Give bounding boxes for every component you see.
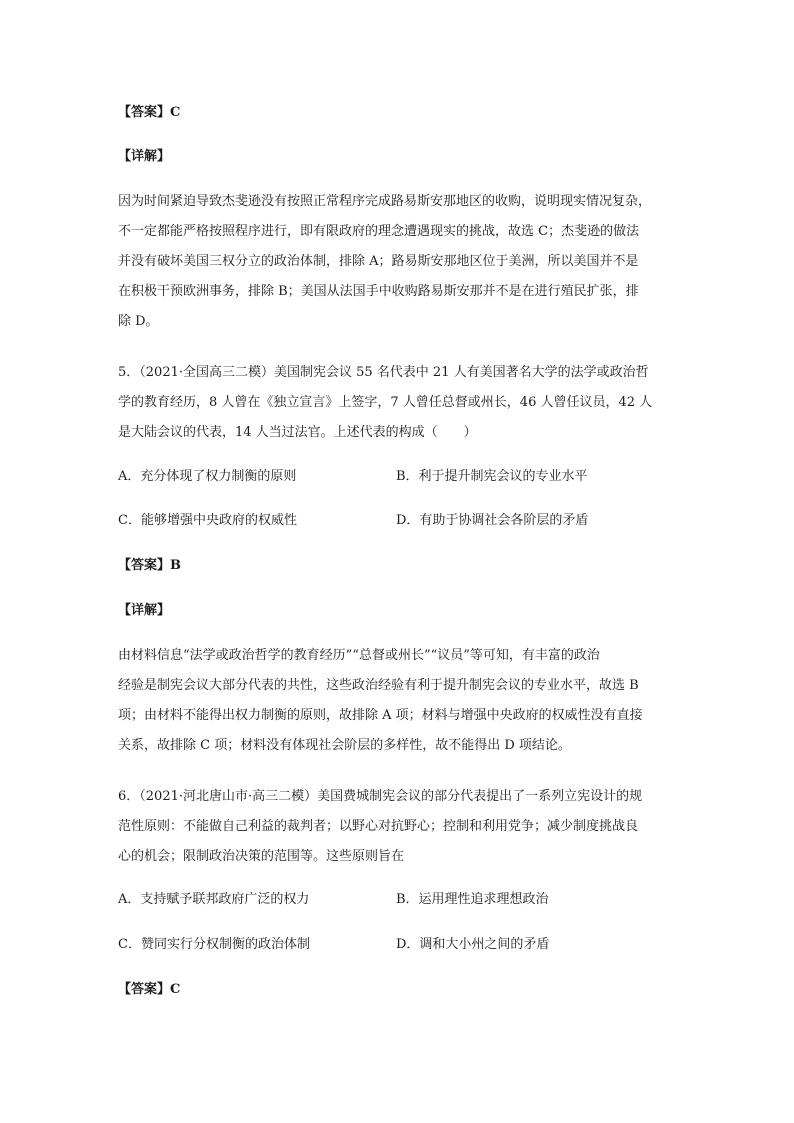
q6-stem-line: 心的机会；限制政治决策的范围等。这些原则旨在 [118,849,405,864]
q5-explanation [118,641,692,761]
q4-explain-line: 因为时间紧迫导致杰斐逊没有按照正常程序完成路易斯安那地区的收购，说明现实情况复杂， [118,194,652,209]
q6-answer: 【答案】C [118,982,181,997]
q5-option-a: A．充分体现了权力制衡的原则 [118,469,297,484]
q5-option-d: D．有助于协调社会各阶层的矛盾 [396,513,589,528]
q4-answer: 【答案】C [118,105,181,120]
q5-option-b: B．利于提升制宪会议的专业水平 [396,469,588,484]
q4-explain-line: 除 D。 [118,314,159,329]
q6-option-b: B．运用理性追求理想政治 [396,892,549,907]
q4-explain-line: 并没有破坏美国三权分立的政治体制，排除 A；路易斯安那地区位于美洲，所以美国并不是 [118,254,639,269]
q5-explain-line: 关系，故排除 C 项；材料没有体现社会阶层的多样性，故不能得出 D 项结论。 [118,738,571,753]
q4-explain-label: 【详解】 [118,149,171,164]
q6-stem-line: 范性原则：不能做自己利益的裁判者；以野心对抗野心；控制和利用党争；减少制度挑战良 [118,819,639,834]
q4-explain-line: 不一定都能严格按照程序进行，即有限政府的理念遭遇现实的挑战，故选 C；杰斐逊的做法 [118,224,640,239]
q4-explain-line: 在积极干预欧洲事务，排除 B；美国从法国手中收购路易斯安那并不是在进行殖民扩张，排 [118,284,639,299]
q5-explain-line: 项；由材料不能得出权力制衡的原则，故排除 A 项；材料与增强中央政府的权威性没有直接 [118,708,643,723]
q5-answer: 【答案】B [118,558,181,573]
q5-option-c: C．能够增强中央政府的权威性 [118,513,297,528]
q6-option-a: A．支持赋予联邦政府广泛的权力 [118,892,310,907]
q6-option-c: C．赞同实行分权制衡的政治体制 [118,937,310,952]
q6-stem-line: 6．（2021·河北唐山市·高三二模）美国费城制宪会议的部分代表提出了一系列立宪设计的规 [118,789,643,804]
q5-explain-label: 【详解】 [118,603,171,618]
q5-stem [118,358,692,448]
q6-stem [118,782,692,872]
q4-explanation [118,187,692,337]
q5-explain-line: 由材料信息“法学或政治哲学的教育经历”“总督或州长”“议员”等可知，有丰富的政治 [118,648,600,663]
q5-explain-line: 经验是制宪会议大部分代表的共性，这些政治经验有利于提升制宪会议的专业水平，故选 B [118,678,639,693]
q6-option-d: D．调和大小州之间的矛盾 [396,937,550,952]
q5-stem-line: 5．（2021·全国高三二模）美国制宪会议 55 名代表中 21 人有美国著名大学的法学或政治哲 [118,365,649,380]
q5-stem-line: 是大陆会议的代表，14 人当过法官。上述代表的构成（ ） [118,425,477,440]
q5-stem-line: 学的教育经历，8 人曾在《独立宣言》上签字，7 人曾任总督或州长，46 人曾任议员，42 人 [118,395,653,410]
